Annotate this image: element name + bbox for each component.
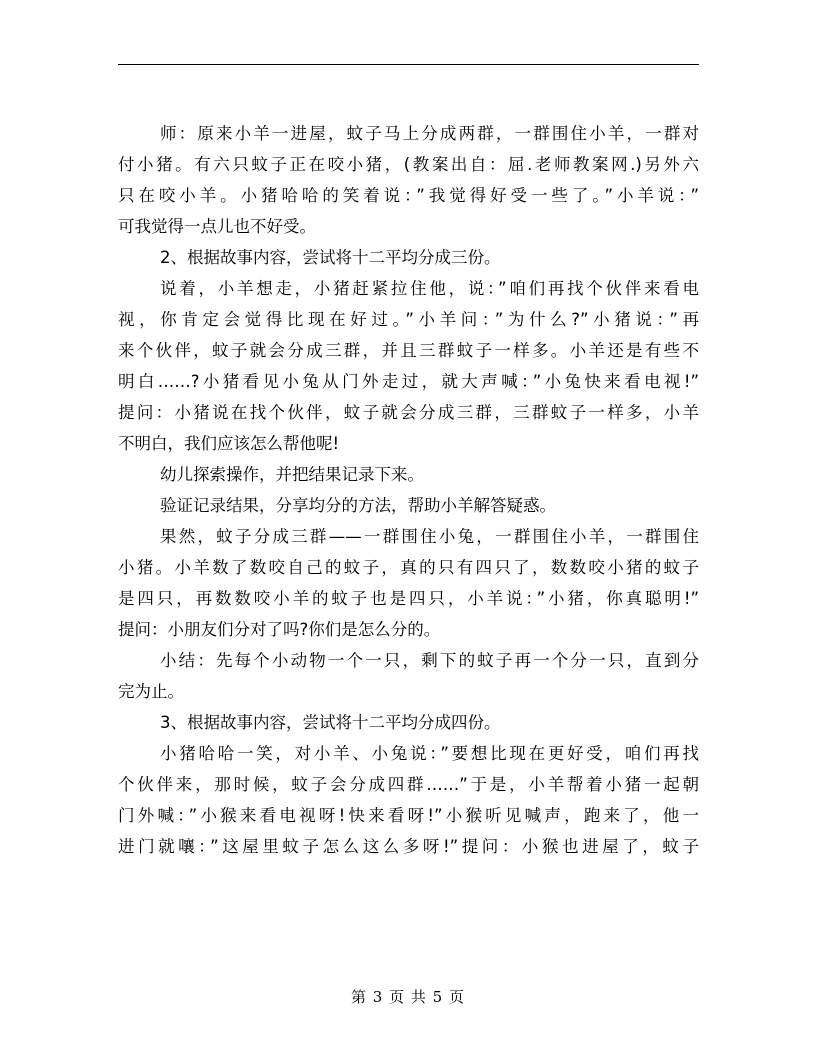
- text-line: 幼儿探索操作，并把结果记录下来。: [160, 465, 424, 484]
- text-line: 小猪。小羊数了数咬自己的蚊子，真的只有四只了，数数咬小猪的蚊子: [118, 558, 699, 577]
- text-line: 提问：小猪说在找个伙伴，蚊子就会分成三群，三群蚊子一样多，小羊: [118, 403, 699, 422]
- section-heading: 3、根据故事内容，尝试将十二平均分成四份。: [160, 713, 501, 732]
- page-number-footer: 第 3 页 共 5 页: [351, 988, 465, 1006]
- text-line: 来个伙伴，蚊子就会分成三群，并且三群蚊子一样多。小羊还是有些不: [118, 341, 699, 360]
- header-rule: [118, 64, 699, 65]
- text-line: 小结：先每个小动物一个一只，剩下的蚊子再一个分一只，直到分: [160, 651, 699, 670]
- text-line: 明白……?小猪看见小兔从门外走过，就大声喊：”小兔快来看电视!”: [118, 372, 699, 391]
- text-line: 是四只，再数数咬小羊的蚊子也是四只，小羊说：”小猪，你真聪明!”: [118, 589, 699, 608]
- text-line: 可我觉得一点儿也不好受。: [118, 217, 316, 236]
- text-line: 完为止。: [118, 682, 184, 701]
- text-line: 进门就嚷：”这屋里蚊子怎么这么多呀!”提问：小猴也进屋了，蚊子: [118, 837, 699, 856]
- text-line: 说着，小羊想走，小猪赶紧拉住他，说：”咱们再找个伙伴来看电: [160, 279, 699, 298]
- text-line: 只在咬小羊。小猪哈哈的笑着说：”我觉得好受一些了。”小羊说：”: [118, 186, 699, 205]
- text-line: 验证记录结果，分享均分的方法，帮助小羊解答疑惑。: [160, 496, 556, 515]
- text-line: 不明白，我们应该怎么帮他呢!: [118, 434, 340, 453]
- text-line: 师：原来小羊一进屋，蚊子马上分成两群，一群围住小羊，一群对: [160, 124, 699, 143]
- section-heading: 2、根据故事内容，尝试将十二平均分成三份。: [160, 248, 501, 267]
- text-line: 提问：小朋友们分对了吗?你们是怎么分的。: [118, 620, 441, 639]
- text-line: 果然，蚊子分成三群——一群围住小兔，一群围住小羊，一群围住: [160, 527, 699, 546]
- text-line: 门外喊：”小猴来看电视呀!快来看呀!”小猴听见喊声，跑来了，他一: [118, 806, 699, 825]
- text-line: 个伙伴来，那时候，蚊子会分成四群……”于是，小羊帮着小猪一起朝: [118, 775, 699, 794]
- document-body: [118, 118, 699, 862]
- text-line: 视，你肯定会觉得比现在好过。”小羊问：”为什么?”小猪说：”再: [118, 310, 699, 329]
- text-line: 小猪哈哈一笑，对小羊、小兔说：”要想比现在更好受，咱们再找: [160, 744, 699, 763]
- text-line: 付小猪。有六只蚊子正在咬小猪，(教案出自：屈.老师教案网.)另外六: [118, 155, 699, 174]
